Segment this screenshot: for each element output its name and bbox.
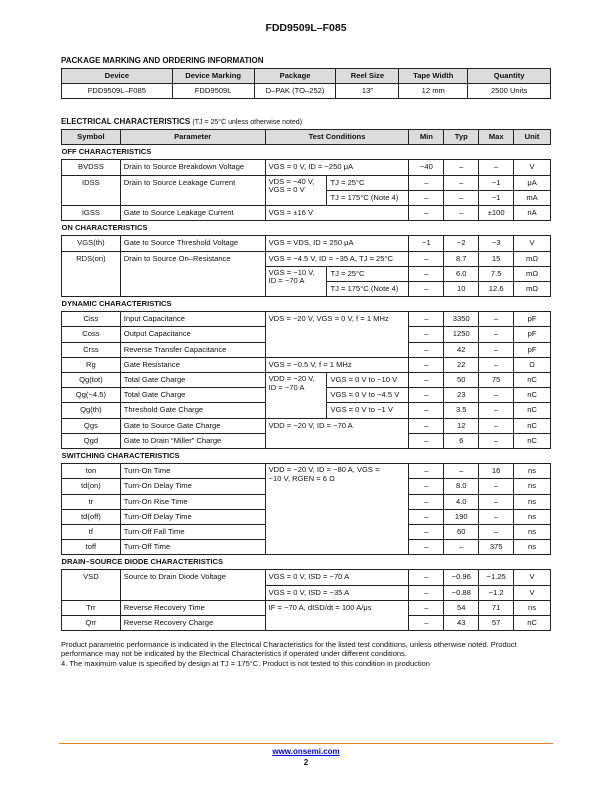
notes <box>61 640 553 668</box>
min: – <box>409 616 444 631</box>
parameter: Gate to Source Gate Charge <box>120 418 265 433</box>
typ: – <box>444 160 479 175</box>
footer-rule <box>59 743 553 744</box>
typ: – <box>444 540 479 555</box>
condition: VGS = 0 V, ID = −250 μA <box>265 160 409 175</box>
general-note: Product parametric performance is indicated in the Electrical Characteristics for the listed test conditions, unless otherwise noted. Product performance may not be indicated by the Electrical Characteristics if operated under different conditions. <box>61 640 517 659</box>
section-off: OFF CHARACTERISTICS <box>62 145 551 160</box>
row-ton <box>62 464 551 479</box>
min: – <box>409 524 444 539</box>
min: – <box>409 175 444 190</box>
unit: pF <box>514 327 551 342</box>
min: – <box>409 479 444 494</box>
max: 15 <box>479 251 514 266</box>
electrical-header-row <box>62 130 551 145</box>
unit: mΩ <box>514 251 551 266</box>
condition: VDD = −20 V, ID = −70 A <box>265 373 327 419</box>
condition: VDD = −20 V, ID = −80 A, VGS = −10 V, RGEN = 6 Ω <box>265 464 409 555</box>
condition: VGS = −4.5 V, ID = −35 A, TJ = 25°C <box>265 251 409 266</box>
min: – <box>409 205 444 220</box>
typ: −0.96 <box>444 570 479 585</box>
max: −3 <box>479 236 514 251</box>
typ: 190 <box>444 509 479 524</box>
col-reel-size: Reel Size <box>336 69 399 84</box>
symbol: Qrr <box>62 616 121 631</box>
typ: 8.0 <box>444 479 479 494</box>
unit: Ω <box>514 357 551 372</box>
parameter: Drain to Source On–Resistance <box>120 251 265 297</box>
max: −1.2 <box>479 585 514 600</box>
min: – <box>409 251 444 266</box>
ordering-table <box>61 68 551 99</box>
typ: 23 <box>444 388 479 403</box>
col-typ: Typ <box>444 130 479 145</box>
max: −1.25 <box>479 570 514 585</box>
section-dynamic: DYNAMIC CHARACTERISTICS <box>62 297 551 312</box>
condition: VGS = 0 V, ISD = −35 A <box>265 585 409 600</box>
min: – <box>409 509 444 524</box>
min: – <box>409 327 444 342</box>
col-device-marking: Device Marking <box>172 69 254 84</box>
parameter: Turn-On Time <box>120 464 265 479</box>
symbol: RDS(on) <box>62 251 121 297</box>
electrical-table <box>61 129 551 631</box>
unit: μA <box>514 175 551 190</box>
min: – <box>409 281 444 296</box>
typ: 22 <box>444 357 479 372</box>
col-parameter: Parameter <box>120 130 265 145</box>
symbol: Qg(tot) <box>62 373 121 388</box>
unit: ns <box>514 524 551 539</box>
symbol: tf <box>62 524 121 539</box>
symbol: ton <box>62 464 121 479</box>
min: −40 <box>409 160 444 175</box>
condition: VDD = −20 V, ID = −70 A <box>265 418 409 448</box>
symbol: VSD <box>62 570 121 600</box>
unit: nC <box>514 433 551 448</box>
unit: pF <box>514 342 551 357</box>
row-idss <box>62 175 551 190</box>
unit: nA <box>514 205 551 220</box>
symbol: Trr <box>62 600 121 615</box>
typ: 42 <box>444 342 479 357</box>
parameter: Drain to Source Breakdown Voltage <box>120 160 265 175</box>
max: 375 <box>479 540 514 555</box>
col-test-conditions: Test Conditions <box>265 130 409 145</box>
typ: 12 <box>444 418 479 433</box>
sub-condition: TJ = 25°C <box>327 175 409 190</box>
sub-condition: TJ = 175°C (Note 4) <box>327 281 409 296</box>
typ: 54 <box>444 600 479 615</box>
unit: nC <box>514 418 551 433</box>
max: – <box>479 160 514 175</box>
electrical-heading <box>61 117 302 126</box>
note-4: 4. The maximum value is specified by design at TJ = 175°C. Product is not tested to this condition in production <box>61 658 430 668</box>
symbol: Rg <box>62 357 121 372</box>
ordering-heading: PACKAGE MARKING AND ORDERING INFORMATION <box>61 56 264 65</box>
symbol: Ciss <box>62 312 121 327</box>
unit: nC <box>514 616 551 631</box>
reel-value: 13″ <box>336 84 399 99</box>
symbol: IDSS <box>62 175 121 205</box>
min: – <box>409 570 444 585</box>
section-row <box>62 448 551 463</box>
min: – <box>409 373 444 388</box>
max: – <box>479 357 514 372</box>
symbol: Qgs <box>62 418 121 433</box>
section-switching: SWITCHING CHARACTERISTICS <box>62 448 551 463</box>
parameter: Total Gate Charge <box>120 388 265 403</box>
section-diode: DRAIN–SOURCE DIODE CHARACTERISTICS <box>62 555 551 570</box>
min: – <box>409 494 444 509</box>
row-rdson <box>62 251 551 266</box>
typ: −2 <box>444 236 479 251</box>
max: – <box>479 403 514 418</box>
website-link[interactable]: www.onsemi.com <box>272 747 340 756</box>
symbol: td(on) <box>62 479 121 494</box>
typ: 6.0 <box>444 266 479 281</box>
ordering-row <box>62 84 551 99</box>
electrical-heading-note: (TJ = 25°C unless otherwise noted) <box>192 119 303 126</box>
unit: V <box>514 236 551 251</box>
parameter: Drain to Source Leakage Current <box>120 175 265 205</box>
max: −1 <box>479 190 514 205</box>
symbol: toff <box>62 540 121 555</box>
unit: ns <box>514 600 551 615</box>
typ: 50 <box>444 373 479 388</box>
symbol: IGSS <box>62 205 121 220</box>
row-qgtot <box>62 373 551 388</box>
section-row <box>62 145 551 160</box>
page-title: FDD9509L–F085 <box>265 22 347 34</box>
unit: V <box>514 570 551 585</box>
marking-value: FDD9509L <box>172 84 254 99</box>
parameter: Threshold Gate Charge <box>120 403 265 418</box>
max: – <box>479 479 514 494</box>
device-value: FDD9509L–F085 <box>62 84 173 99</box>
parameter: Reverse Recovery Time <box>120 600 265 615</box>
typ: 4.0 <box>444 494 479 509</box>
section-on: ON CHARACTERISTICS <box>62 221 551 236</box>
symbol: tr <box>62 494 121 509</box>
max: 71 <box>479 600 514 615</box>
row-vgsth <box>62 236 551 251</box>
parameter: Gate Resistance <box>120 357 265 372</box>
max: ±100 <box>479 205 514 220</box>
col-unit: Unit <box>514 130 551 145</box>
parameter: Turn-Off Delay Time <box>120 509 265 524</box>
min: – <box>409 388 444 403</box>
row-qgs <box>62 418 551 433</box>
typ: 8.7 <box>444 251 479 266</box>
condition: VGS = ±16 V <box>265 205 409 220</box>
typ: 6 <box>444 433 479 448</box>
typ: 3350 <box>444 312 479 327</box>
unit: nC <box>514 388 551 403</box>
unit: ns <box>514 464 551 479</box>
unit: ns <box>514 494 551 509</box>
min: – <box>409 342 444 357</box>
condition: VGS = −10 V, ID = −70 A <box>265 266 327 296</box>
section-row <box>62 297 551 312</box>
condition: IF = −70 A, dISD/dt = 100 A/μs <box>265 600 409 630</box>
electrical-heading-title: ELECTRICAL CHARACTERISTICS <box>61 117 191 126</box>
parameter: Output Capacitance <box>120 327 265 342</box>
unit: ns <box>514 479 551 494</box>
tape-value: 12 mm <box>399 84 468 99</box>
typ: 10 <box>444 281 479 296</box>
max: 12.6 <box>479 281 514 296</box>
col-quantity: Quantity <box>468 69 551 84</box>
page-number: 2 <box>303 758 309 767</box>
symbol: Crss <box>62 342 121 357</box>
typ: 1250 <box>444 327 479 342</box>
parameter: Reverse Transfer Capacitance <box>120 342 265 357</box>
typ: −0.88 <box>444 585 479 600</box>
min: – <box>409 433 444 448</box>
unit: ns <box>514 509 551 524</box>
min: – <box>409 357 444 372</box>
symbol: Qg(−4.5) <box>62 388 121 403</box>
section-row <box>62 555 551 570</box>
unit: ns <box>514 540 551 555</box>
unit: nC <box>514 403 551 418</box>
condition: VDS = −40 V, VGS = 0 V <box>265 175 327 205</box>
parameter: Turn-On Delay Time <box>120 479 265 494</box>
unit: nC <box>514 373 551 388</box>
max: – <box>479 388 514 403</box>
unit: mA <box>514 190 551 205</box>
symbol: BVDSS <box>62 160 121 175</box>
condition: VGS = −0.5 V, f = 1 MHz <box>265 357 409 372</box>
parameter: Input Capacitance <box>120 312 265 327</box>
condition: VGS = 0 V, ISD = −70 A <box>265 570 409 585</box>
quantity-value: 2500 Units <box>468 84 551 99</box>
sub-condition: VGS = 0 V to −1 V <box>327 403 409 418</box>
unit: V <box>514 160 551 175</box>
unit: mΩ <box>514 266 551 281</box>
min: – <box>409 266 444 281</box>
max: – <box>479 327 514 342</box>
symbol: Coss <box>62 327 121 342</box>
col-package: Package <box>254 69 336 84</box>
typ: 60 <box>444 524 479 539</box>
unit: mΩ <box>514 281 551 296</box>
row-trr <box>62 600 551 615</box>
typ: 3.5 <box>444 403 479 418</box>
min: – <box>409 464 444 479</box>
typ: – <box>444 464 479 479</box>
col-max: Max <box>479 130 514 145</box>
symbol: td(off) <box>62 509 121 524</box>
max: – <box>479 524 514 539</box>
row-bvdss <box>62 160 551 175</box>
ordering-header-row <box>62 69 551 84</box>
row-vsd <box>62 570 551 585</box>
parameter: Total Gate Charge <box>120 373 265 388</box>
max: 57 <box>479 616 514 631</box>
sub-condition: VGS = 0 V to −4.5 V <box>327 388 409 403</box>
min: – <box>409 600 444 615</box>
sub-condition: TJ = 175°C (Note 4) <box>327 190 409 205</box>
min: −1 <box>409 236 444 251</box>
max: 16 <box>479 464 514 479</box>
parameter: Reverse Recovery Charge <box>120 616 265 631</box>
parameter: Turn-Off Fall Time <box>120 524 265 539</box>
sub-condition: VGS = 0 V to −10 V <box>327 373 409 388</box>
row-rg <box>62 357 551 372</box>
row-igss <box>62 205 551 220</box>
max: – <box>479 433 514 448</box>
max: – <box>479 312 514 327</box>
min: – <box>409 585 444 600</box>
unit: V <box>514 585 551 600</box>
parameter: Turn-On Rise Time <box>120 494 265 509</box>
col-min: Min <box>409 130 444 145</box>
symbol: VGS(th) <box>62 236 121 251</box>
max: – <box>479 418 514 433</box>
section-row <box>62 221 551 236</box>
typ: – <box>444 175 479 190</box>
max: 75 <box>479 373 514 388</box>
min: – <box>409 540 444 555</box>
max: – <box>479 509 514 524</box>
symbol: Qg(th) <box>62 403 121 418</box>
condition: VGS = VDS, ID = 250 μA <box>265 236 409 251</box>
typ: – <box>444 205 479 220</box>
max: – <box>479 342 514 357</box>
max: 7.5 <box>479 266 514 281</box>
sub-condition: TJ = 25°C <box>327 266 409 281</box>
parameter: Turn-Off Time <box>120 540 265 555</box>
symbol: Qgd <box>62 433 121 448</box>
min: – <box>409 190 444 205</box>
parameter: Gate to Source Threshold Voltage <box>120 236 265 251</box>
parameter: Source to Drain Diode Voltage <box>120 570 265 600</box>
package-value: D–PAK (TO–252) <box>254 84 336 99</box>
typ: 43 <box>444 616 479 631</box>
min: – <box>409 418 444 433</box>
condition: VDS = −20 V, VGS = 0 V, f = 1 MHz <box>265 312 409 358</box>
unit: pF <box>514 312 551 327</box>
typ: – <box>444 190 479 205</box>
col-device: Device <box>62 69 173 84</box>
parameter: Gate to Source Leakage Current <box>120 205 265 220</box>
max: −1 <box>479 175 514 190</box>
col-symbol: Symbol <box>62 130 121 145</box>
max: – <box>479 494 514 509</box>
min: – <box>409 403 444 418</box>
row-ciss <box>62 312 551 327</box>
parameter: Gate to Drain “Miller” Charge <box>120 433 265 448</box>
col-tape-width: Tape Width <box>399 69 468 84</box>
min: – <box>409 312 444 327</box>
